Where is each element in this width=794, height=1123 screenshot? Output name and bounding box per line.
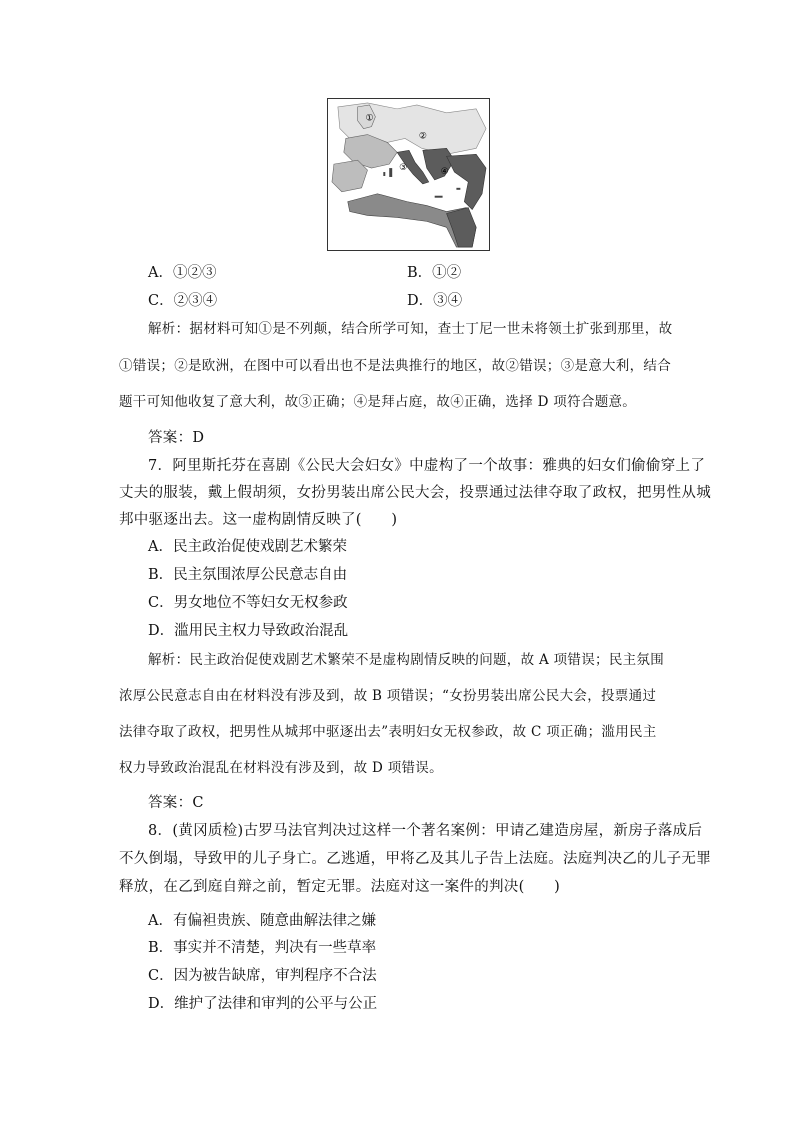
q7-stem-line-1: 7．阿里斯托芬在喜剧《公民大会妇女》中虚构了一个故事：雅典的妇女们偷偷穿上了 [148,458,706,474]
map-marker-4: ④ [440,167,449,178]
q7-analysis-line-4: 权力导致政治混乱在材料没有涉及到，故 D 项错误。 [119,760,443,776]
q6-option-a[interactable]: A．①②③ [148,265,217,281]
q7-analysis-line-1: 解析：民主政治促使戏剧艺术繁荣不是虚构剧情反映的问题，故 A 项错误；民主氛围 [148,652,665,668]
map-marker-1: ① [365,113,374,124]
q7-option-b[interactable]: B．民主氛围浓厚公民意志自由 [148,567,348,583]
q7-analysis-line-3: 法律夺取了政权，把男性从城邦中驱逐出去”表明妇女无权参政，故 C 项正确；滥用民主 [119,724,657,740]
q6-analysis-line-2: ①错误；②是欧洲，在图中可以看出也不是法典推行的地区，故②错误；③是意大利，结合 [119,358,671,374]
q7-option-d[interactable]: D．滥用民主权力导致政治混乱 [148,623,349,639]
map-marker-3: ③ [399,163,408,174]
q8-option-a[interactable]: A．有偏袒贵族、随意曲解法律之嫌 [148,913,376,929]
map-marker-2: ② [418,131,427,142]
q8-option-b[interactable]: B．事实并不清楚，判决有一些草率 [148,940,377,956]
q6-analysis-line-3: 题干可知他收复了意大利，故③正确；④是拜占庭，故④正确，选择 D 项符合题意。 [119,394,637,410]
q7-analysis-line-2: 浓厚公民意志自由在材料没有涉及到，故 B 项错误；“女扮男装出席公民大会，投票通过 [119,688,657,704]
q8-option-d[interactable]: D．维护了法律和审判的公平与公正 [148,996,378,1012]
q8-option-c[interactable]: C．因为被告缺席，审判程序不合法 [148,968,377,984]
q7-option-a[interactable]: A．民主政治促使戏剧艺术繁荣 [148,539,347,555]
q8-stem-line-3: 释放，在乙到庭自辩之前，暂定无罪。法庭对这一案件的判决( ) [119,879,561,895]
q8-stem-line-2: 不久倒塌，导致甲的儿子身亡。乙逃遁，甲将乙及其儿子告上法庭。法庭判决乙的儿子无罪 [119,851,711,867]
q7-answer: 答案：C [148,795,204,811]
q6-option-c[interactable]: C．②③④ [148,293,218,309]
q8-stem-line-1: 8．(黄冈质检)古罗马法官判决过这样一个著名案例：甲请乙建造房屋，新房子落成后 [148,823,703,839]
q7-stem-line-2: 丈夫的服装，戴上假胡须，女扮男装出席公民大会，投票通过法律夺取了政权，把男性从城 [119,485,711,501]
q6-answer: 答案：D [148,430,205,446]
q6-analysis-line-1: 解析：据材料可知①是不列颠，结合所学可知，查士丁尼一世未将领土扩张到那里，故 [148,321,673,337]
q6-option-b[interactable]: B．①② [407,265,462,281]
q7-option-c[interactable]: C．男女地位不等妇女无权参政 [148,595,348,611]
q6-option-d[interactable]: D．③④ [407,293,463,309]
q7-stem-line-3: 邦中驱逐出去。这一虚构剧情反映了( ) [119,512,398,528]
roman-empire-map [327,98,490,251]
map-drawing [328,99,489,250]
